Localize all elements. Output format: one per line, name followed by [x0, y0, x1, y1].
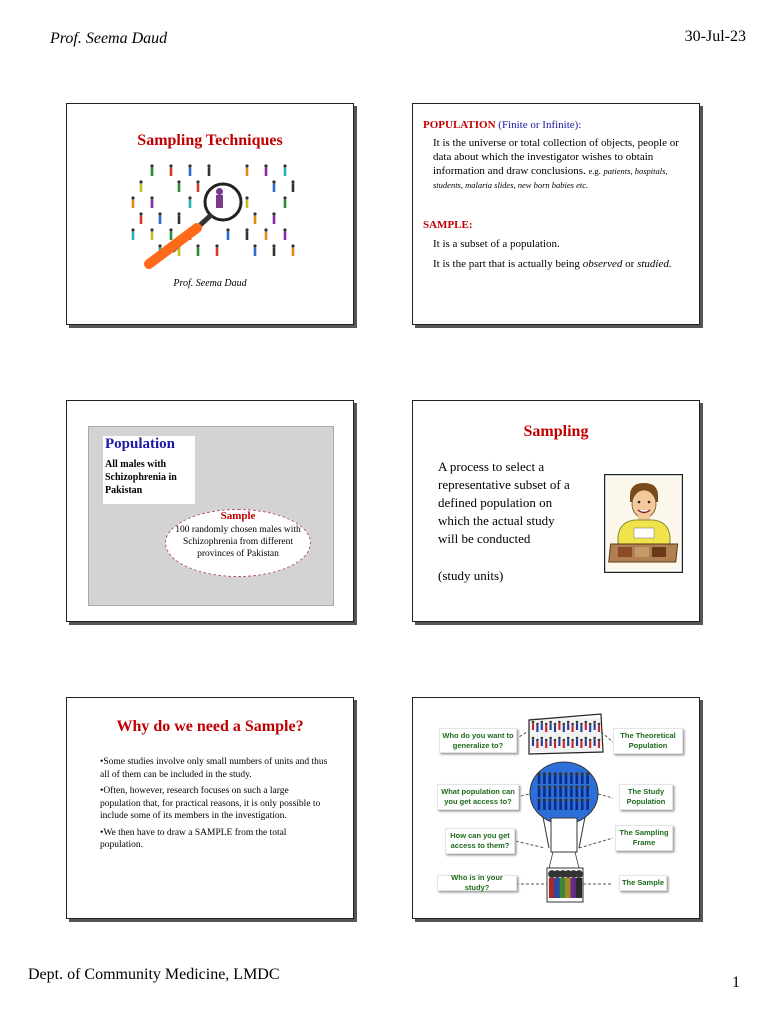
crowd-person-icon — [188, 164, 191, 176]
population-definition — [433, 136, 695, 192]
slide-4-sampling-definition — [412, 400, 700, 622]
globe-person-icon — [543, 798, 546, 810]
globe-person-icon — [581, 785, 584, 797]
sample-part-studied: studied. — [637, 258, 672, 270]
flag-person-icon — [558, 737, 561, 746]
header-date: 30-Jul-23 — [684, 28, 746, 45]
sample-title: Sample — [220, 510, 256, 522]
crowd-person-icon — [215, 244, 218, 256]
globe-person-icon — [570, 785, 573, 797]
flag-person-icon — [598, 739, 601, 748]
globe-person-icon — [559, 772, 562, 784]
sample-description: 100 randomly chosen males with Schizophrenia from different provinces of Pakistan — [175, 525, 301, 559]
crowd-person-icon — [150, 196, 153, 208]
flag-person-icon — [545, 723, 548, 732]
study-units-note: (study units) — [438, 568, 504, 583]
globe-person-icon — [581, 772, 584, 784]
globe-person-icon — [543, 772, 546, 784]
flag-person-icon — [541, 721, 544, 730]
answer-sample: The Sample — [619, 875, 667, 891]
crowd-person-icon — [283, 196, 286, 208]
globe-person-icon — [575, 772, 578, 784]
question-who-in-study: Who is in your study? — [437, 875, 517, 891]
flag-person-icon — [567, 721, 570, 730]
crowd-person-icon — [253, 212, 256, 224]
population-heading-line — [423, 118, 581, 132]
slide-2-definitions — [412, 103, 700, 325]
crowd-person-icon — [131, 228, 134, 240]
slide-1-title — [66, 103, 354, 325]
sample-part-lead: It is the part that is actually being — [433, 258, 580, 270]
crowd-person-icon — [169, 164, 172, 176]
flag-person-icon — [589, 723, 592, 732]
slide-6-population-hierarchy — [412, 697, 700, 919]
flag-person-icon — [576, 737, 579, 746]
question-how-access: How can you get access to them? — [445, 828, 515, 854]
crowd-person-icon — [226, 228, 229, 240]
slide-5-why-sample — [66, 697, 354, 919]
slide-4-heading: Sampling — [523, 423, 589, 440]
globe-person-icon — [537, 785, 540, 797]
sample-subset-text: It is a subset of a population. — [433, 238, 560, 250]
crowd-person-icon — [291, 244, 294, 256]
population-title: Population — [105, 436, 176, 452]
slide-1-heading: Sampling Techniques — [137, 132, 283, 149]
magnifier-crowd-illustration — [125, 162, 295, 270]
flag-person-icon — [541, 737, 544, 746]
crowd-person-icon — [188, 196, 191, 208]
reasons-list — [100, 756, 328, 856]
crowd-person-icon — [177, 180, 180, 192]
flag-person-icon — [593, 721, 596, 730]
globe-person-icon — [564, 798, 567, 810]
flag-person-icon — [563, 739, 566, 748]
globe-person-icon — [543, 785, 546, 797]
globe-person-icon — [570, 772, 573, 784]
flag-person-icon — [549, 721, 552, 730]
reason-item: •Some studies involve only small numbers of units and thus all of them can be included in the study. — [100, 757, 328, 780]
sampling-description: A process to select a representative subset of a defined population on which the actual study will be conducted — [438, 459, 570, 546]
globe-person-icon — [586, 772, 589, 784]
flag-person-icon — [576, 721, 579, 730]
crowd-person-icon — [150, 228, 153, 240]
crowd-person-icon — [150, 164, 153, 176]
globe-person-icon — [554, 785, 557, 797]
answer-sampling-frame: The Sampling Frame — [615, 825, 673, 851]
crowd-person-icon — [139, 180, 142, 192]
crowd-person-icon — [283, 164, 286, 176]
question-access-population: What population can you get access to? — [437, 784, 519, 810]
flag-person-icon — [598, 723, 601, 732]
globe-person-icon — [554, 798, 557, 810]
globe-person-icon — [575, 798, 578, 810]
answer-study-population: The Study Population — [619, 784, 673, 810]
flag-person-icon — [585, 737, 588, 746]
globe-person-icon — [554, 772, 557, 784]
header-author: Prof. Seema Daud — [50, 30, 168, 47]
crowd-person-icon — [264, 164, 267, 176]
globe-person-icon — [581, 798, 584, 810]
crowd-person-icon — [245, 164, 248, 176]
population-qualifier: (Finite or Infinite): — [498, 119, 582, 131]
crowd-person-icon — [291, 180, 294, 192]
flag-person-icon — [532, 737, 535, 746]
globe-person-icon — [570, 798, 573, 810]
crowd-person-icon — [245, 196, 248, 208]
globe-person-icon — [537, 772, 540, 784]
crowd-person-icon — [139, 212, 142, 224]
example-prefix: e.g. — [588, 166, 601, 176]
crowd-person-icon — [177, 212, 180, 224]
question-generalize: Who do you want to generalize to? — [439, 728, 517, 753]
population-heading: POPULATION — [423, 119, 496, 131]
globe-person-icon — [586, 798, 589, 810]
globe-person-icon — [548, 785, 551, 797]
globe-person-icon — [548, 798, 551, 810]
crowd-person-icon — [272, 244, 275, 256]
flag-person-icon — [567, 737, 570, 746]
slide-5-heading: Why do we need a Sample? — [116, 718, 304, 735]
flag-person-icon — [536, 723, 539, 732]
globe-person-icon — [537, 798, 540, 810]
reason-item: •We then have to draw a SAMPLE from the total population. — [100, 827, 287, 850]
crowd-person-icon — [158, 212, 161, 224]
sample-part-or: or — [625, 258, 635, 270]
sample-heading: SAMPLE: — [423, 219, 473, 231]
sample-part-observed: observed — [582, 258, 623, 270]
globe-person-icon — [586, 785, 589, 797]
flag-person-icon — [571, 723, 574, 732]
population-definition-text: It is the universe or total collection of objects, people or data about which the investigator wishes to obtain information and draw conclusions. — [433, 137, 679, 177]
population-description: All males with Schizophrenia in Pakistan — [105, 459, 177, 496]
answer-theoretical-population: The Theoretical Population — [613, 728, 683, 754]
flag-person-icon — [563, 723, 566, 732]
crowd-person-icon — [196, 244, 199, 256]
globe-person-icon — [564, 772, 567, 784]
crowd-person-icon — [264, 228, 267, 240]
sample-person-icon — [575, 870, 583, 898]
crowd-person-icon — [169, 228, 172, 240]
globe-person-icon — [575, 785, 578, 797]
crowd-person-icon — [272, 212, 275, 224]
crowd-person-icon — [131, 196, 134, 208]
flag-person-icon — [558, 721, 561, 730]
sample-part-text — [433, 257, 695, 271]
globe-person-icon — [559, 785, 562, 797]
flag-person-icon — [589, 739, 592, 748]
crowd-person-icon — [196, 180, 199, 192]
flag-person-icon — [585, 721, 588, 730]
flag-person-icon — [554, 723, 557, 732]
flag-person-icon — [580, 739, 583, 748]
crowd-person-icon — [245, 228, 248, 240]
flag-person-icon — [536, 739, 539, 748]
flag-person-icon — [545, 739, 548, 748]
globe-person-icon — [559, 798, 562, 810]
flag-person-icon — [593, 737, 596, 746]
globe-person-icon — [564, 785, 567, 797]
flag-person-icon — [554, 739, 557, 748]
crowd-person-icon — [272, 180, 275, 192]
crowd-person-icon — [253, 244, 256, 256]
reason-item: •Often, however, research focuses on such a large population that, for practical reasons, it is only possible to include some of its members in the investigation. — [100, 786, 321, 821]
slide-3-population-sample — [66, 400, 354, 622]
server-with-tray-picture — [604, 474, 683, 573]
flag-person-icon — [532, 721, 535, 730]
globe-person-icon — [548, 772, 551, 784]
flag-person-icon — [571, 739, 574, 748]
example-list: patients, hospitals, students, malaria slides, new born babies etc. — [433, 166, 668, 190]
slide-1-author: Prof. Seema Daud — [173, 278, 247, 289]
flag-person-icon — [549, 737, 552, 746]
footer-page-number: 1 — [732, 974, 740, 991]
crowd-person-icon — [207, 164, 210, 176]
crowd-person-icon — [283, 228, 286, 240]
footer-department: Dept. of Community Medicine, LMDC — [28, 966, 280, 983]
flag-person-icon — [580, 723, 583, 732]
